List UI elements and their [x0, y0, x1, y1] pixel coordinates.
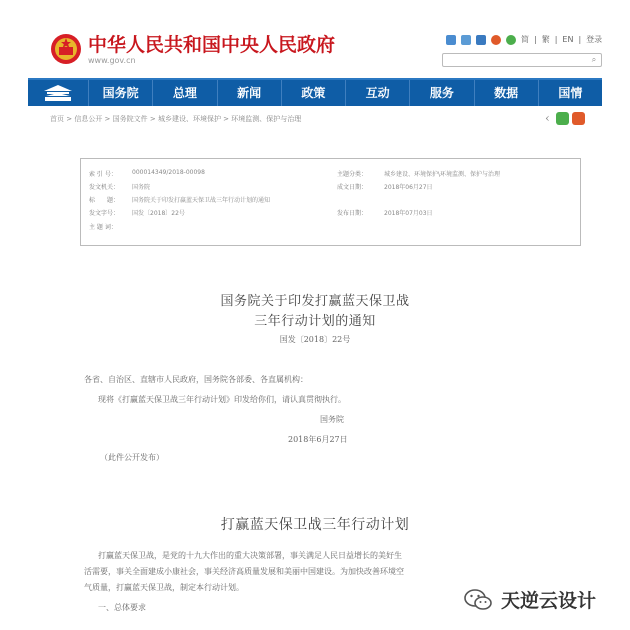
weibo-icon[interactable]: [491, 35, 501, 45]
mobile-icon[interactable]: [461, 35, 471, 45]
nav-item-national[interactable]: 国情: [538, 80, 602, 106]
mail-icon[interactable]: [446, 35, 456, 45]
watermark: [463, 586, 596, 613]
info-value: 国务院: [132, 184, 151, 191]
site-domain: www.gov.cn: [88, 56, 136, 65]
info-value: 2018年07月03日: [384, 210, 433, 217]
share-bar: [545, 112, 585, 125]
app-icon[interactable]: [476, 35, 486, 45]
top-links: 简 | 繁 | EN | 登录: [446, 34, 602, 45]
info-row: [89, 222, 569, 234]
document-body-text: 现将《打赢蓝天保卫战三年行动计划》印发给你们，请认真贯彻执行。: [98, 395, 346, 404]
nav-item-premier[interactable]: 总理: [152, 80, 216, 106]
nav-item-state-council[interactable]: 国务院: [88, 80, 152, 106]
info-key: 标 题：: [89, 197, 120, 204]
toplink-traditional[interactable]: 繁: [541, 35, 550, 44]
info-key: 主题分类：: [337, 171, 368, 178]
main-nav: [28, 78, 602, 106]
nav-item-data[interactable]: 数据: [474, 80, 538, 106]
watermark-text: 天逆云设计: [501, 590, 597, 612]
toplink-login[interactable]: 登录: [586, 35, 603, 44]
search-icon[interactable]: ⌕: [591, 55, 597, 64]
info-key: 发文字号：: [89, 210, 120, 217]
info-value: 2018年06月27日: [384, 184, 433, 191]
nav-item-interact[interactable]: 互动: [345, 80, 409, 106]
plan-section-heading: 一、总体要求: [98, 603, 146, 612]
info-value: 国务院关于印发打赢蓝天保卫战三年行动计划的通知: [132, 197, 271, 204]
info-row: [89, 195, 569, 207]
plan-paragraph-line: 打赢蓝天保卫战，是党的十九大作出的重大决策部署，事关满足人民日益增长的美好生: [98, 551, 402, 560]
info-key: 主 题 词：: [89, 224, 117, 231]
breadcrumb[interactable]: 首页 > 信息公开 > 国务院文件 > 城乡建设、环境保护 > 环境监测、保护与治理: [50, 115, 302, 123]
info-value: 国发〔2018〕22号: [132, 210, 185, 217]
info-key: 发文机关：: [89, 184, 120, 191]
share-arrow-icon[interactable]: ‹: [545, 111, 550, 125]
site-title[interactable]: 中华人民共和国中央人民政府: [88, 34, 336, 56]
info-value: 城乡建设、环境保护\环境监测、保护与治理: [384, 171, 501, 178]
site-header: [0, 0, 630, 78]
document-address: 各省、自治区、直辖市人民政府，国务院各部委、各直属机构：: [84, 375, 308, 384]
share-weibo-icon[interactable]: [572, 112, 585, 125]
document-info-table: [80, 158, 581, 246]
info-value: 000014349/2018-00098: [132, 169, 205, 176]
tiananmen-home-icon: [41, 84, 75, 102]
wechat-icon[interactable]: [506, 35, 516, 45]
info-row: [89, 208, 569, 220]
share-wechat-icon[interactable]: [556, 112, 569, 125]
nav-item-news[interactable]: 新闻: [217, 80, 281, 106]
nav-item-policy[interactable]: 政策: [281, 80, 345, 106]
plan-title: 打赢蓝天保卫战三年行动计划: [220, 517, 410, 533]
info-key: 发布日期：: [337, 210, 368, 217]
search-input[interactable]: [442, 53, 602, 67]
document-number: 国发〔2018〕22号: [279, 335, 351, 344]
info-row: [89, 169, 569, 181]
nav-item-service[interactable]: 服务: [409, 80, 473, 106]
info-row: [89, 182, 569, 194]
plan-paragraph-line: 气质量，打赢蓝天保卫战，制定本行动计划。: [84, 583, 244, 592]
document-signer: 国务院: [320, 415, 344, 424]
toplink-english[interactable]: EN: [562, 35, 574, 44]
toplink-simplified[interactable]: 简: [521, 35, 529, 44]
wechat-logo-icon: [463, 588, 493, 612]
public-release-note: （此件公开发布）: [100, 453, 164, 462]
document-title-line-2: 三年行动计划的通知: [254, 314, 376, 329]
info-key: 成文日期：: [337, 184, 368, 191]
info-key: 索 引 号：: [89, 171, 117, 178]
document-title-line-1: 国务院关于印发打赢蓝天保卫战: [220, 294, 410, 309]
document-date: 2018年6月27日: [288, 435, 348, 444]
plan-paragraph-line: 活需要，事关全面建成小康社会，事关经济高质量发展和美丽中国建设。为加快改善环境空: [84, 567, 404, 576]
national-emblem-icon[interactable]: [50, 32, 82, 66]
nav-home[interactable]: [28, 80, 88, 106]
